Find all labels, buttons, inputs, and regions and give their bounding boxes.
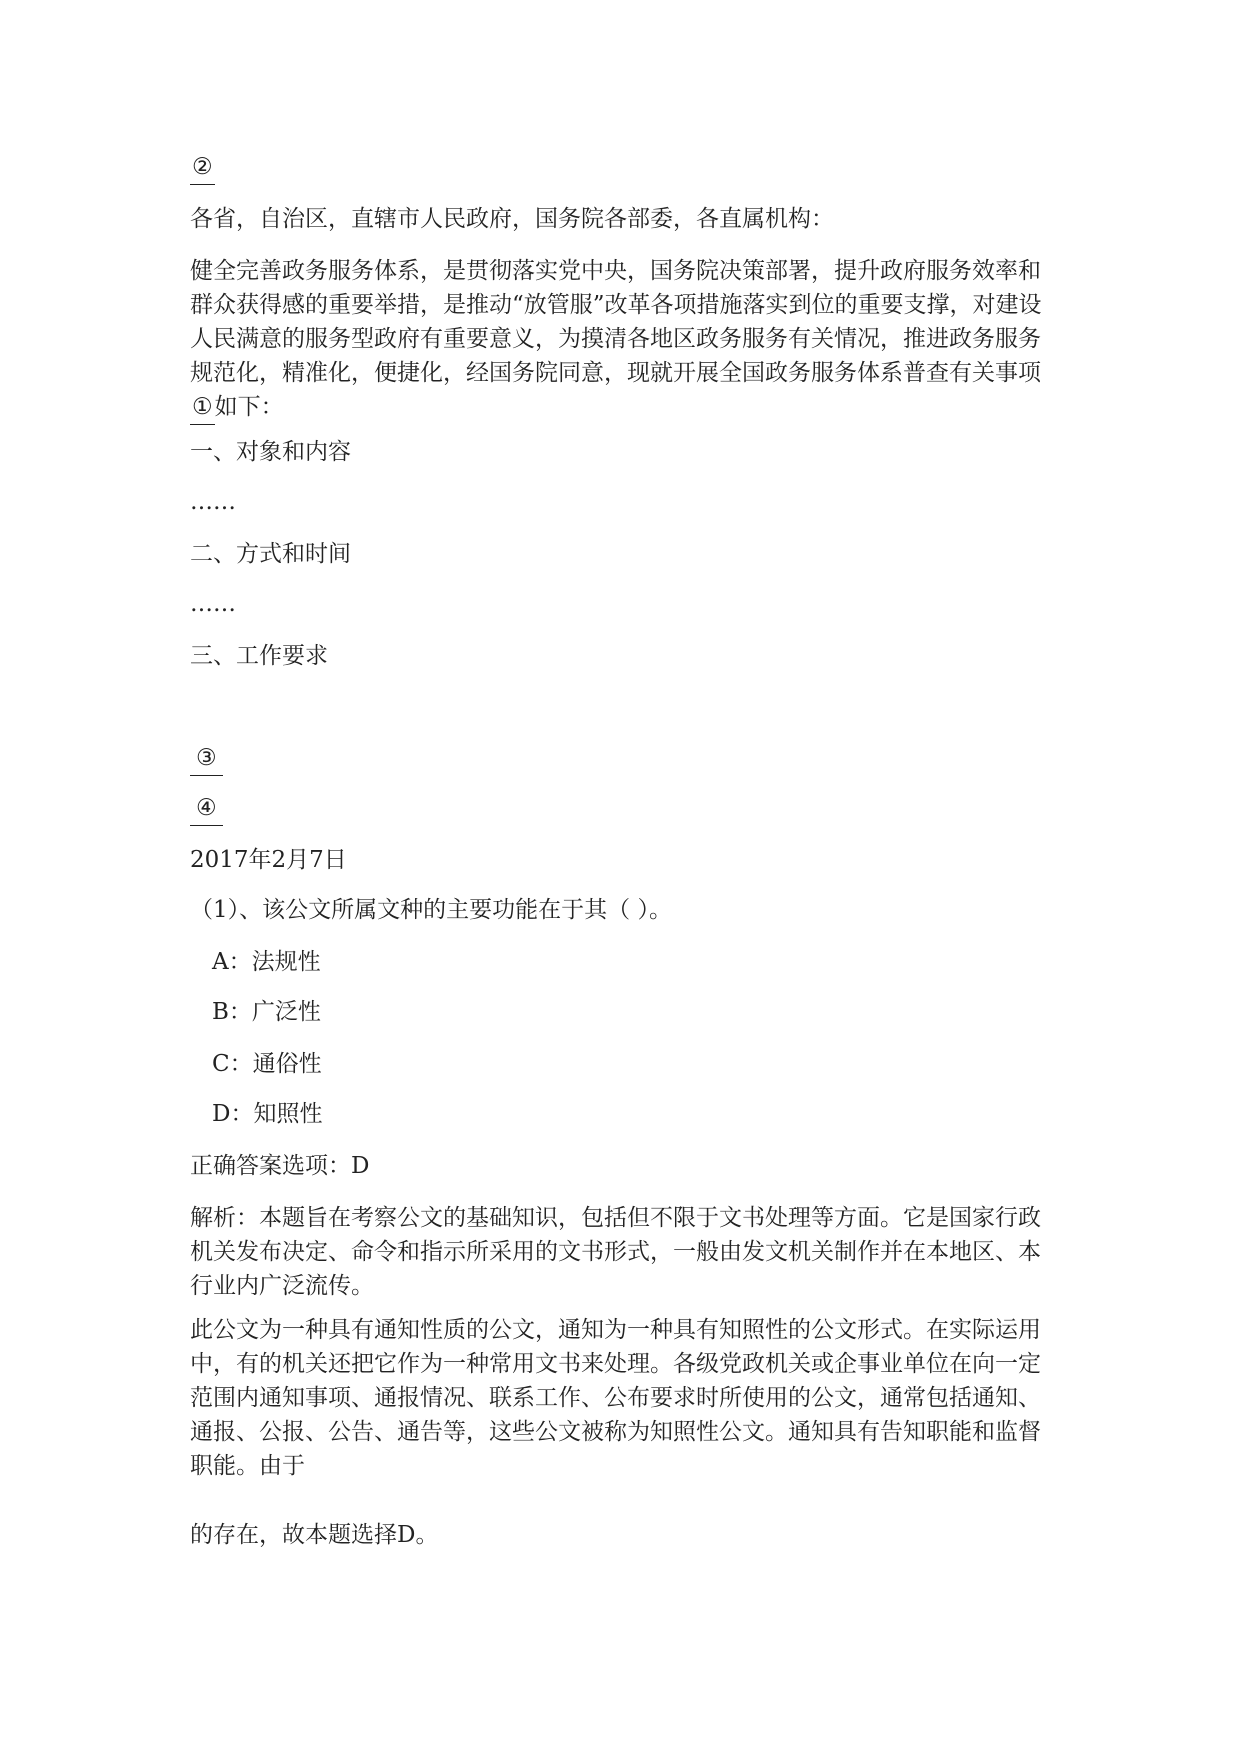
section-heading-3: 三、工作要求 — [190, 643, 328, 669]
circled-number-2: ② — [190, 150, 215, 185]
correct-answer: 正确答案选项：D — [190, 1153, 370, 1179]
addressee: 各省，自治区，直辖市人民政府，国务院各部委，各直属机构： — [190, 206, 834, 232]
analysis-paragraph-3: 的存在，故本题选择D。 — [190, 1522, 439, 1548]
question-stem: （1）、该公文所属文种的主要功能在于其（ ）。 — [190, 897, 672, 923]
blank-marker-4 — [190, 791, 1050, 826]
blank-marker-3 — [190, 741, 1050, 776]
option-a: A：法规性 — [212, 949, 321, 975]
body-text-end: 如下： — [214, 394, 284, 420]
circled-number-3: ③ — [190, 741, 223, 776]
body-text: 健全完善政务服务体系，是贯彻落实党中央，国务院决策部署，提升政府服务效率和群众获得感的重要举措，是推动“放管服”改革各项措施落实到位的重要支撑，对建设人民满意的服务型政府有重要意义，为摸清各地区政务服务有关情况，推进政务服务规范化，精准化，便捷化，经国务院同意，现就开展全国政务服务体系普查有关事项 — [190, 258, 1042, 386]
blank-marker-2 — [190, 150, 1050, 185]
option-c: C：通俗性 — [212, 1051, 322, 1077]
section-heading-2: 二、方式和时间 — [190, 541, 351, 567]
circled-number-1: ① — [190, 390, 215, 425]
ellipsis-2: …… — [190, 591, 236, 617]
circled-number-4: ④ — [190, 791, 223, 826]
document-date: 2017年2月7日 — [190, 847, 347, 873]
option-b: B：广泛性 — [212, 999, 321, 1025]
analysis-paragraph-1: 解析：本题旨在考察公文的基础知识，包括但不限于文书处理等方面。它是国家行政机关发布决定、命令和指示所采用的文书形式，一般由发文机关制作并在本地区、本行业内广泛流传。 — [190, 1205, 1041, 1299]
body-paragraph — [190, 254, 1050, 425]
ellipsis-1: …… — [190, 489, 236, 515]
analysis-paragraph-2: 此公文为一种具有通知性质的公文，通知为一种具有知照性的公文形式。在实际运用中，有的机关还把它作为一种常用文书来处理。各级党政机关或企事业单位在向一定范围内通知事项、通报情况、联系工作、公布要求时所使用的公文，通常包括通知、通报、公报、公告、通告等，这些公文被称为知照性公文。通知具有告知职能和监督职能。由于 — [190, 1317, 1041, 1479]
option-d: D：知照性 — [212, 1101, 323, 1127]
section-heading-1: 一、对象和内容 — [190, 439, 351, 465]
